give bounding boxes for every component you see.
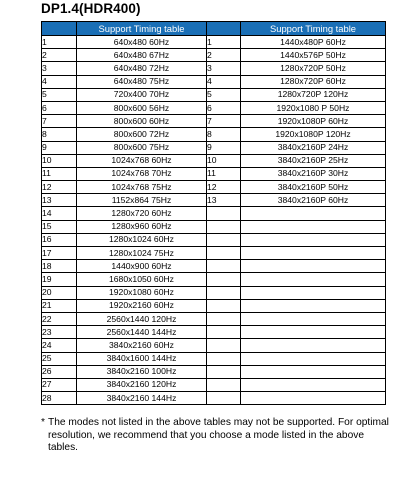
table-row [42,49,386,62]
table-row [42,154,386,167]
right-row-number: 6 [207,101,241,114]
right-row-number [207,352,241,365]
left-timing-mode: 1280x720 60Hz [77,207,207,220]
right-table-header: Support Timing table [241,22,386,36]
right-row-number [207,286,241,299]
footnote-text: The modes not listed in the above tables may not be supported. For optimal resolution, we recommend that you choose a mode listed in the above tables. [48,417,389,453]
left-timing-mode: 800x600 56Hz [77,101,207,114]
left-row-number: 21 [42,299,77,312]
right-row-number [207,339,241,352]
right-row-number: 10 [207,154,241,167]
right-timing-mode: 3840x2160P 25Hz [241,154,386,167]
left-timing-mode: 1152x864 75Hz [77,194,207,207]
footnote-marker: * [41,417,45,428]
left-timing-mode: 1024x768 60Hz [77,154,207,167]
right-row-number: 4 [207,75,241,88]
right-row-number [207,207,241,220]
table-row [42,101,386,114]
right-timing-mode [241,365,386,378]
right-timing-mode: 1280x720P 60Hz [241,75,386,88]
right-row-number: 2 [207,49,241,62]
right-timing-mode [241,247,386,260]
right-timing-mode [241,326,386,339]
left-row-number: 10 [42,154,77,167]
right-timing-mode: 1280x720P 50Hz [241,62,386,75]
left-number-header [42,22,77,36]
left-timing-mode: 3840x2160 100Hz [77,365,207,378]
table-row [42,128,386,141]
right-row-number: 7 [207,115,241,128]
right-timing-mode [241,220,386,233]
left-row-number: 17 [42,247,77,260]
right-row-number [207,312,241,325]
table-row [42,312,386,325]
left-row-number: 12 [42,181,77,194]
left-timing-mode: 1024x768 70Hz [77,167,207,180]
left-row-number: 27 [42,378,77,391]
left-timing-mode: 800x600 72Hz [77,128,207,141]
right-row-number: 5 [207,88,241,101]
table-row [42,194,386,207]
right-row-number [207,220,241,233]
table-row [42,115,386,128]
left-timing-mode: 3840x1600 144Hz [77,352,207,365]
table-row [42,260,386,273]
right-timing-mode: 1440x480P 60Hz [241,36,386,49]
right-row-number [207,392,241,405]
right-row-number [207,273,241,286]
left-timing-mode: 640x480 67Hz [77,49,207,62]
table-row [42,167,386,180]
right-timing-mode [241,233,386,246]
table-row [42,62,386,75]
right-timing-mode: 1440x576P 50Hz [241,49,386,62]
right-row-number [207,247,241,260]
table-row [42,141,386,154]
left-row-number: 4 [42,75,77,88]
table-row [42,207,386,220]
left-timing-mode: 2560x1440 144Hz [77,326,207,339]
right-row-number: 9 [207,141,241,154]
right-row-number [207,260,241,273]
footnote [41,417,391,455]
table-row [42,352,386,365]
left-row-number: 22 [42,312,77,325]
left-row-number: 25 [42,352,77,365]
table-row [42,365,386,378]
left-row-number: 3 [42,62,77,75]
right-timing-mode: 3840x2160P 50Hz [241,181,386,194]
right-row-number: 1 [207,36,241,49]
right-timing-mode: 1920x1080 P 50Hz [241,101,386,114]
left-row-number: 13 [42,194,77,207]
right-timing-mode: 3840x2160P 30Hz [241,167,386,180]
right-timing-mode [241,339,386,352]
left-timing-mode: 1680x1050 60Hz [77,273,207,286]
table-row [42,88,386,101]
table-row [42,247,386,260]
left-timing-mode: 640x480 60Hz [77,36,207,49]
left-row-number: 6 [42,101,77,114]
left-row-number: 7 [42,115,77,128]
right-row-number [207,365,241,378]
section-heading: DP1.4(HDR400) [41,1,141,16]
left-row-number: 26 [42,365,77,378]
left-row-number: 24 [42,339,77,352]
left-timing-mode: 3840x2160 60Hz [77,339,207,352]
left-timing-mode: 3840x2160 120Hz [77,378,207,391]
left-row-number: 1 [42,36,77,49]
right-timing-mode [241,273,386,286]
table-row [42,273,386,286]
left-row-number: 14 [42,207,77,220]
right-row-number [207,326,241,339]
table-row [42,378,386,391]
left-timing-mode: 720x400 70Hz [77,88,207,101]
left-row-number: 9 [42,141,77,154]
timing-table-body [42,36,386,405]
right-timing-mode: 1920x1080P 120Hz [241,128,386,141]
left-row-number: 8 [42,128,77,141]
right-timing-mode [241,378,386,391]
left-row-number: 5 [42,88,77,101]
right-timing-mode [241,352,386,365]
right-row-number: 11 [207,167,241,180]
left-table-header: Support Timing table [77,22,207,36]
left-timing-mode: 3840x2160 144Hz [77,392,207,405]
left-timing-mode: 800x600 60Hz [77,115,207,128]
right-row-number: 8 [207,128,241,141]
right-timing-mode [241,260,386,273]
right-timing-mode: 1920x1080P 60Hz [241,115,386,128]
left-row-number: 19 [42,273,77,286]
left-timing-mode: 1024x768 75Hz [77,181,207,194]
right-timing-mode: 3840x2160P 60Hz [241,194,386,207]
left-row-number: 18 [42,260,77,273]
left-timing-mode: 1920x1080 60Hz [77,286,207,299]
left-timing-mode: 1920x2160 60Hz [77,299,207,312]
right-row-number [207,378,241,391]
table-row [42,339,386,352]
table-row [42,299,386,312]
right-number-header [207,22,241,36]
right-timing-mode [241,312,386,325]
left-timing-mode: 640x480 72Hz [77,62,207,75]
left-row-number: 2 [42,49,77,62]
left-row-number: 16 [42,233,77,246]
table-row [42,36,386,49]
right-row-number: 12 [207,181,241,194]
right-timing-mode: 1280x720P 120Hz [241,88,386,101]
left-timing-mode: 1280x1024 75Hz [77,247,207,260]
left-timing-mode: 640x480 75Hz [77,75,207,88]
right-timing-mode [241,299,386,312]
right-row-number: 13 [207,194,241,207]
right-row-number [207,233,241,246]
right-row-number [207,299,241,312]
table-row [42,286,386,299]
left-row-number: 20 [42,286,77,299]
left-row-number: 11 [42,167,77,180]
right-row-number: 3 [207,62,241,75]
left-timing-mode: 1280x960 60Hz [77,220,207,233]
table-row [42,392,386,405]
table-row [42,75,386,88]
left-timing-mode: 1440x900 60Hz [77,260,207,273]
right-timing-mode [241,286,386,299]
table-header-row [42,22,386,36]
left-timing-mode: 2560x1440 120Hz [77,312,207,325]
table-row [42,220,386,233]
right-timing-mode [241,392,386,405]
table-row [42,233,386,246]
left-timing-mode: 800x600 75Hz [77,141,207,154]
right-timing-mode [241,207,386,220]
timing-table [41,21,386,405]
table-row [42,181,386,194]
table-row [42,326,386,339]
left-row-number: 15 [42,220,77,233]
left-timing-mode: 1280x1024 60Hz [77,233,207,246]
right-timing-mode: 3840x2160P 24Hz [241,141,386,154]
left-row-number: 23 [42,326,77,339]
left-row-number: 28 [42,392,77,405]
